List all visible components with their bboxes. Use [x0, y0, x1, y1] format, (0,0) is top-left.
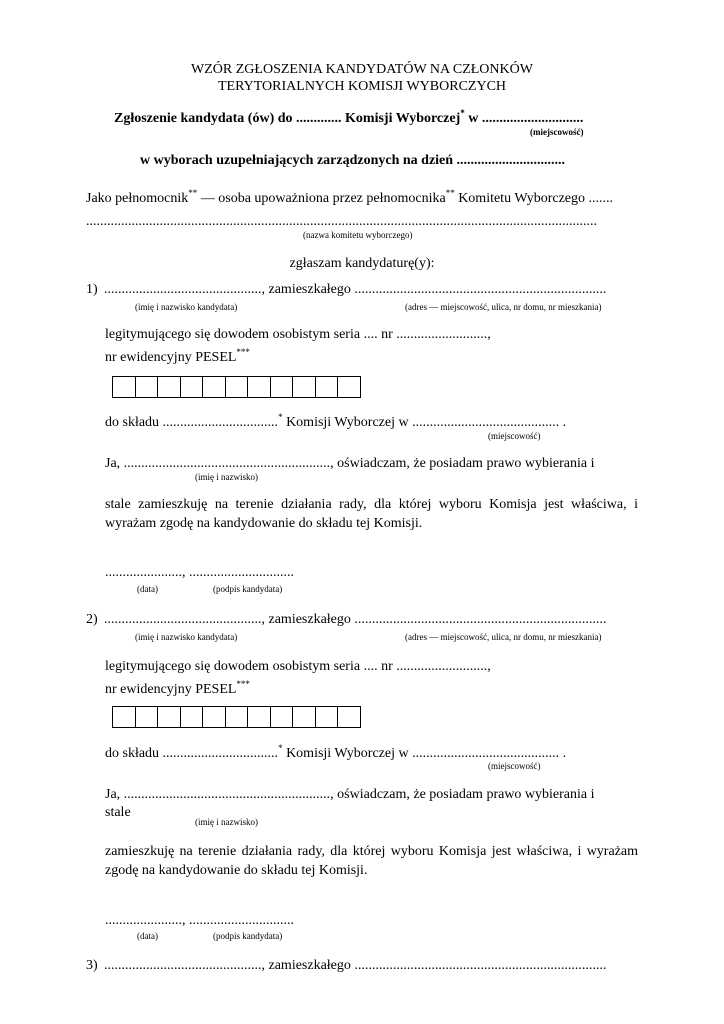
- name-caption: (imię i nazwisko kandydata): [135, 302, 238, 312]
- statement-continuation: stale: [105, 805, 131, 820]
- commission-location-caption: (miejscowość): [488, 431, 541, 441]
- pesel-digit-box[interactable]: [247, 376, 271, 398]
- committee-name-field: ..................................................................................................................................................: [86, 214, 597, 229]
- form-title-line2: TERYTORIALNYCH KOMISJI WYBORCZYCH: [217, 79, 507, 94]
- pesel-digit-box[interactable]: [157, 706, 181, 728]
- candidate-name-address-line: ............................................., zamieszkałego ........................................................................: [104, 612, 607, 627]
- pesel-digit-box[interactable]: [135, 376, 159, 398]
- pesel-digit-box[interactable]: [112, 706, 136, 728]
- statement-start: Ja, ..........................................................., oświadczam, że posiadam prawo wybierania i: [105, 787, 595, 802]
- name-caption: (imię i nazwisko kandydata): [135, 632, 238, 642]
- address-caption: (adres — miejscowość, ulica, nr domu, nr mieszkania): [405, 302, 602, 312]
- pesel-digit-box[interactable]: [337, 376, 361, 398]
- pesel-digit-box[interactable]: [180, 376, 204, 398]
- candidate-number: 1): [86, 282, 98, 297]
- statement-body: zamieszkuję na terenie działania rady, dla której wyboru Komisja jest właściwa, i wyrażam zgodę na kandydowanie do składu tej Komisji.: [105, 844, 638, 878]
- pesel-digit-box[interactable]: [202, 706, 226, 728]
- commission-composition-line: do składu .................................* Komisji Wyborczej w .......................................... .: [105, 412, 567, 430]
- pesel-boxes: [112, 376, 361, 398]
- statement-name-caption: (imię i nazwisko): [195, 817, 258, 827]
- candidate-number: 2): [86, 612, 98, 627]
- address-caption: (adres — miejscowość, ulica, nr domu, nr mieszkania): [405, 632, 602, 642]
- elections-line: w wyborach uzupełniających zarządzonych na dzień ...............................: [140, 153, 566, 168]
- signature-line: ......................, ..............................: [105, 913, 294, 928]
- pesel-digit-box[interactable]: [292, 706, 316, 728]
- statement-start: Ja, ..........................................................., oświadczam, że posiadam prawo wybierania i: [105, 456, 595, 471]
- pesel-digit-box[interactable]: [157, 376, 181, 398]
- pesel-digit-box[interactable]: [247, 706, 271, 728]
- date-caption: (data): [137, 584, 158, 594]
- proxy-line: Jako pełnomocnik** — osoba upoważniona przez pełnomocnika** Komitetu Wyborczego .......: [86, 188, 613, 206]
- pesel-digit-box[interactable]: [315, 706, 339, 728]
- pesel-label: nr ewidencyjny PESEL***: [105, 679, 250, 697]
- statement-body: stale zamieszkuję na terenie działania rady, dla której wyboru Komisja jest właściwa, i wyrażam zgodę na kandydowanie do składu tej Komisji.: [105, 497, 638, 531]
- pesel-digit-box[interactable]: [202, 376, 226, 398]
- pesel-digit-box[interactable]: [337, 706, 361, 728]
- pesel-digit-box[interactable]: [225, 706, 249, 728]
- pesel-digit-box[interactable]: [270, 706, 294, 728]
- id-document-line: legitymującego się dowodem osobistym seria .... nr ..........................,: [105, 327, 491, 342]
- committee-name-caption: (nazwa komitetu wyborczego): [303, 230, 413, 240]
- form-title-line1: WZÓR ZGŁOSZENIA KANDYDATÓW NA CZŁONKÓW: [191, 62, 533, 77]
- pesel-digit-box[interactable]: [180, 706, 204, 728]
- pesel-digit-box[interactable]: [135, 706, 159, 728]
- subtitle-caption: (miejscowość): [530, 127, 584, 137]
- pesel-digit-box[interactable]: [270, 376, 294, 398]
- commission-location-caption: (miejscowość): [488, 761, 541, 771]
- pesel-digit-box[interactable]: [315, 376, 339, 398]
- pesel-boxes: [112, 706, 361, 728]
- date-caption: (data): [137, 931, 158, 941]
- pesel-digit-box[interactable]: [292, 376, 316, 398]
- candidate-name-address-line: ............................................., zamieszkałego ........................................................................: [104, 958, 607, 973]
- signature-caption: (podpis kandydata): [213, 584, 283, 594]
- pesel-label: nr ewidencyjny PESEL***: [105, 347, 250, 365]
- submission-subtitle: Zgłoszenie kandydata (ów) do ............. Komisji Wyborczej* w .............................: [114, 108, 584, 126]
- id-document-line: legitymującego się dowodem osobistym seria .... nr ..........................,: [105, 659, 491, 674]
- signature-line: ......................, ..............................: [105, 565, 294, 580]
- commission-composition-line: do składu .................................* Komisji Wyborczej w .......................................... .: [105, 743, 567, 761]
- pesel-digit-box[interactable]: [225, 376, 249, 398]
- candidate-name-address-line: ............................................., zamieszkałego ........................................................................: [104, 282, 607, 297]
- pesel-digit-box[interactable]: [112, 376, 136, 398]
- statement-name-caption: (imię i nazwisko): [195, 472, 258, 482]
- signature-caption: (podpis kandydata): [213, 931, 283, 941]
- nomination-declaration: zgłaszam kandydaturę(y):: [289, 256, 435, 271]
- candidate-number: 3): [86, 958, 98, 973]
